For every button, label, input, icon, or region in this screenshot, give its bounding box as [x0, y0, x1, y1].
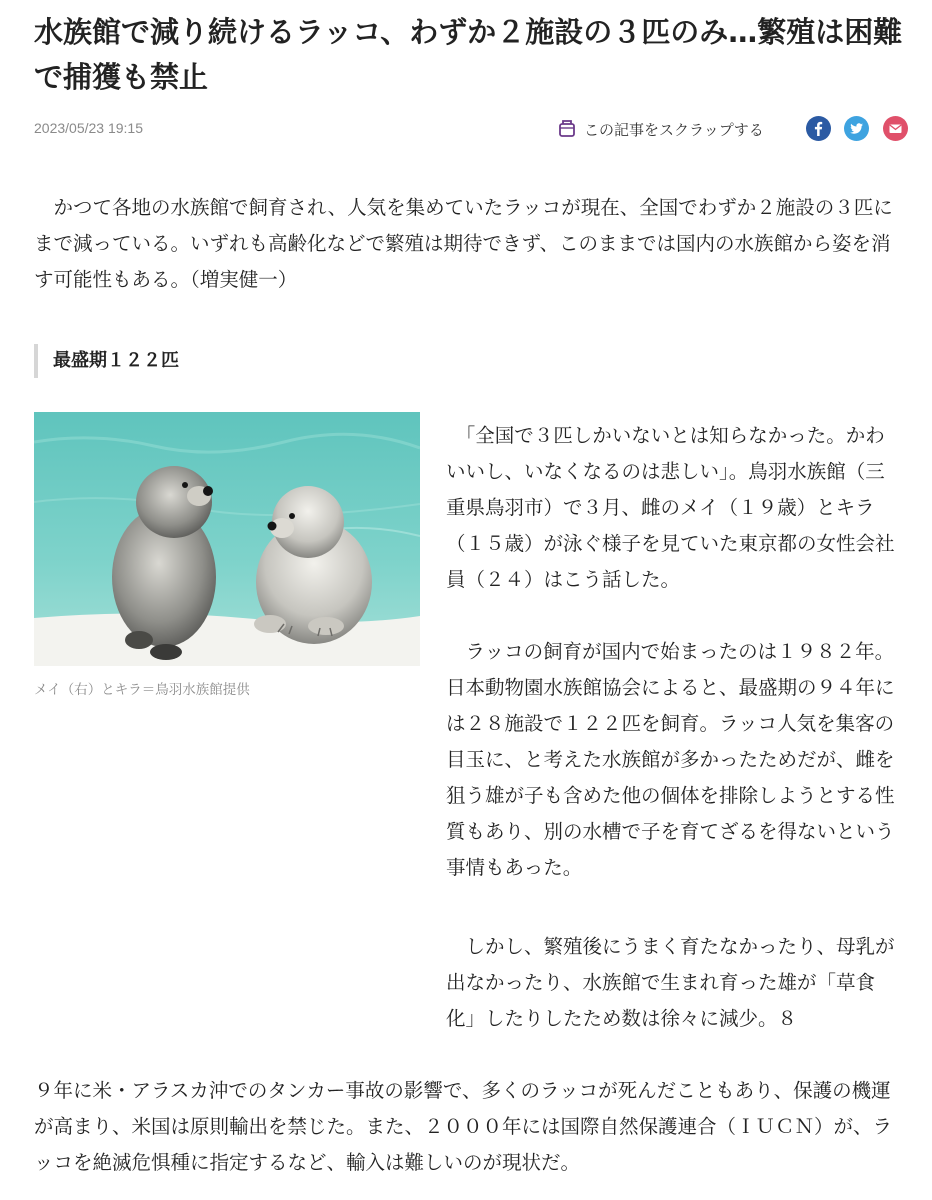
- scrap-icon: [556, 118, 578, 140]
- sea-otters-photo: [34, 412, 420, 666]
- article-photo[interactable]: [34, 412, 420, 666]
- article-lead: かつて各地の水族館で飼育され、人気を集めていたラッコが現在、全国でわずか２施設の３匹にまで減っている。いずれも高齢化などで繁殖は期待できず、このままでは国内の水族館から姿を消す可能性もある。（増実健一）: [34, 196, 893, 291]
- photo-caption: メイ（右）とキラ＝鳥羽水族館提供: [34, 682, 250, 698]
- scrap-button[interactable]: [556, 116, 764, 142]
- mail-share-button[interactable]: [883, 116, 908, 141]
- mail-icon: [883, 116, 908, 141]
- scrap-label: この記事をスクラップする: [584, 120, 764, 139]
- twitter-share-button[interactable]: [844, 116, 869, 141]
- paragraph-1: 「全国で３匹しかいないとは知らなかった。かわいいし、いなくなるのは悲しい」。鳥羽水族館（三重県鳥羽市）で３月、雌のメイ（１９歳）とキラ（１５歳）が泳ぐ様子を見ていた東京都の女性会社員（２４）はこう話した。: [446, 424, 895, 591]
- paragraph-4: ９年に米・アラスカ沖でのタンカー事故の影響で、多くのラッコが死んだこともあり、保護の機運が高まり、米国は原則輸出を禁じた。また、２０００年には国際自然保護連合（ＩＵＣＮ）が、ラッコを絶滅危惧種に指定するなど、輸入は難しいのが現状だ。: [34, 1079, 893, 1174]
- publish-date: 2023/05/23 19:15: [34, 120, 143, 136]
- paragraph-3: しかし、繁殖後にうまく育たなかったり、母乳が出なかったり、水族館で生まれ育った雄が「草食化」したりしたため数は徐々に減少。８: [446, 935, 895, 1030]
- article-meta: [34, 114, 910, 144]
- section-heading: 最盛期１２２匹: [34, 344, 434, 378]
- twitter-icon: [844, 116, 869, 141]
- facebook-icon: [806, 116, 831, 141]
- article-title: 水族館で減り続けるラッコ、わずか２施設の３匹のみ…繁殖は困難で捕獲も禁止: [34, 15, 903, 94]
- facebook-share-button[interactable]: [806, 116, 831, 141]
- paragraph-2: ラッコの飼育が国内で始まったのは１９８２年。日本動物園水族館協会によると、最盛期の９４年には２８施設で１２２匹を飼育。ラッコ人気を集客の目玉に、と考えた水族館が多かったためだが、雌を狙う雄が子も含めた他の個体を排除しようとする性質もあり、別の水槽で子を育てざるを得ないという事情もあった。: [446, 640, 895, 879]
